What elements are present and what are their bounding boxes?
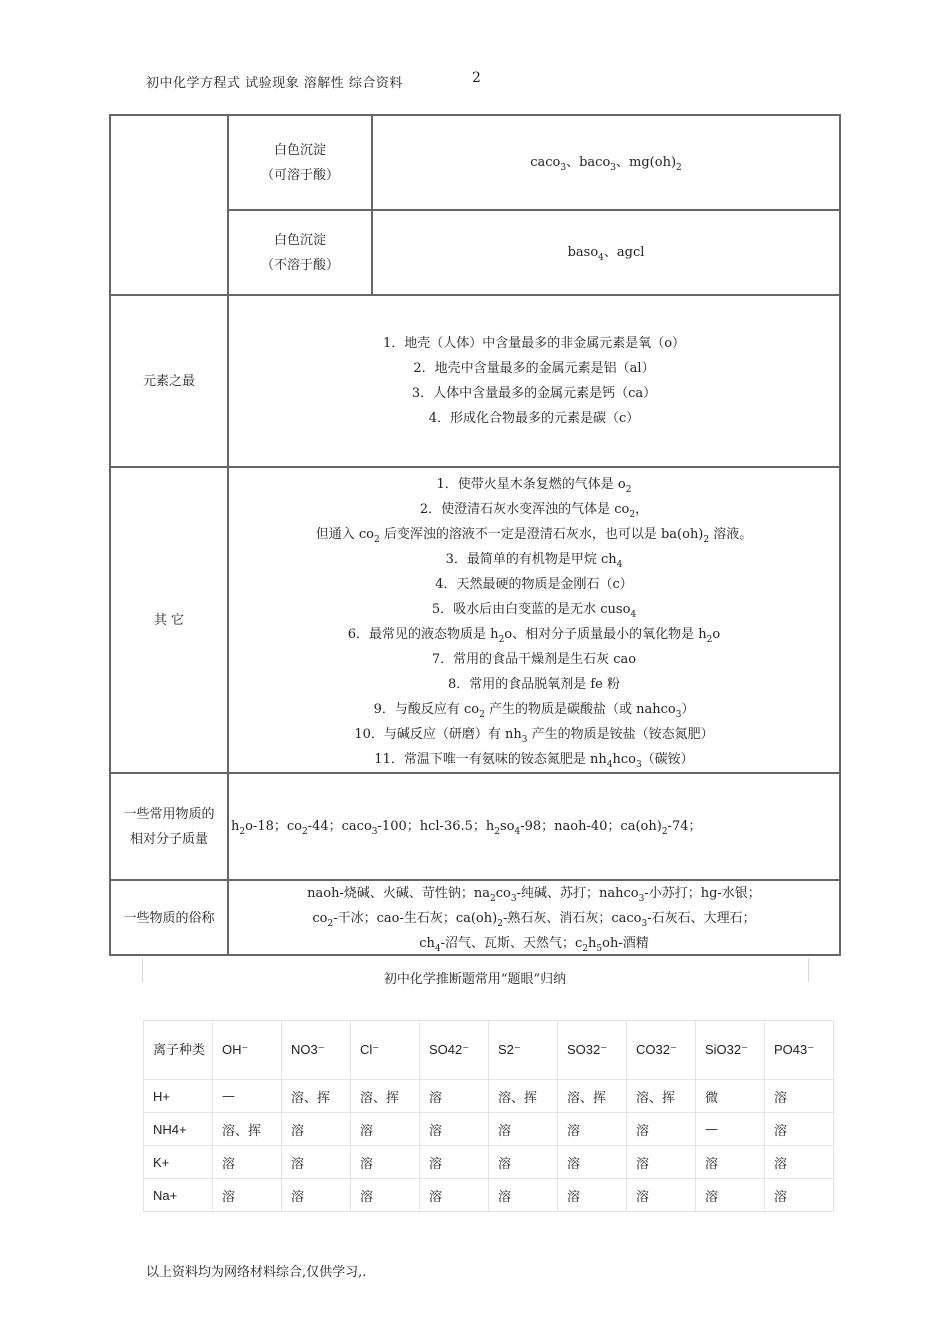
table-cell: 溶 <box>489 1146 558 1179</box>
header-cell: OH⁻ <box>213 1021 282 1080</box>
table-cell: 溶 <box>420 1113 489 1146</box>
table-cell: 溶、挥 <box>558 1080 627 1113</box>
table-cell: 溶 <box>765 1146 834 1179</box>
list-item: naoh-烧碱、火碱、苛性钠；$na_2co_3-$纯碱、苏打；nahco$_3$-小苏打；hg-水银； <box>307 886 761 904</box>
list-item: 1．使带火星木条复燃的气体是 $o_2$ <box>436 477 632 495</box>
table-cell: 溶 <box>765 1113 834 1146</box>
page-header: 初中化学方程式 试验现象 溶解性 综合资料 <box>146 76 403 91</box>
table-cell: 溶 <box>489 1179 558 1212</box>
table-row <box>144 1179 834 1212</box>
table-cell: 溶 <box>627 1179 696 1212</box>
elements-most-content <box>229 296 839 466</box>
header-cell: SO32⁻ <box>558 1021 627 1080</box>
table-cell: 溶、挥 <box>213 1113 282 1146</box>
table-cell: 溶 <box>420 1146 489 1179</box>
table-cell: 溶 <box>627 1113 696 1146</box>
table-cell: 溶 <box>765 1179 834 1212</box>
list-item: 5．吸水后由白变蓝的是无水 cuso$_4$ <box>431 602 637 620</box>
precipitate-label-acid-insoluble <box>229 211 371 294</box>
table-cell: 溶 <box>282 1146 351 1179</box>
label-line: 白色沉淀 <box>273 142 326 158</box>
footer-note: 以上资料均为网络材料综合,仅供学习,. <box>146 1265 367 1280</box>
header-cell: CO32⁻ <box>627 1021 696 1080</box>
table-cell: 溶 <box>696 1146 765 1179</box>
list-item: 3．人体中含量最多的金属元素是钙（ca） <box>411 386 657 401</box>
table-cell: 溶 <box>213 1179 282 1212</box>
page-number: 2 <box>472 70 481 86</box>
table-cell: 微 <box>696 1080 765 1113</box>
table-cell: 溶 <box>420 1080 489 1113</box>
precipitate-formula-acid-soluble <box>373 116 839 209</box>
table-cell: K+ <box>144 1146 213 1179</box>
list-item: 6．最常见的液态物质是 $h_2o$、相对分子质量最小的氧化物是 $h_2o$ <box>347 627 721 645</box>
label-line: 相对分子质量 <box>129 831 208 847</box>
table-cell: 溶 <box>558 1146 627 1179</box>
table-cell: 溶 <box>213 1146 282 1179</box>
list-item: 9．与酸反应有 $co_2$ 产生的物质是碳酸盐（或 nahco$_3$） <box>373 702 695 720</box>
formula-text: baso$_4$、agcl <box>567 245 645 263</box>
table-cell: 溶、挥 <box>627 1080 696 1113</box>
header-cell: SO42⁻ <box>420 1021 489 1080</box>
table-cell: NH4+ <box>144 1113 213 1146</box>
table-cell: 溶 <box>627 1146 696 1179</box>
header-cell: Cl⁻ <box>351 1021 420 1080</box>
list-item: 1．地壳（人体）中含量最多的非金属元素是氧（o） <box>382 336 686 351</box>
molar-mass-content <box>229 774 839 879</box>
table-cell: 溶 <box>558 1179 627 1212</box>
header-cell: PO43⁻ <box>765 1021 834 1080</box>
ion-solubility-table <box>143 1020 834 1212</box>
list-item: 10．与碱反应（研磨）有 $nh_3$ 产生的物质是铵盐（铵态氮肥） <box>354 727 714 745</box>
list-item: 4．天然最硬的物质是金刚石（c） <box>435 577 633 592</box>
section-subtitle: 初中化学推断题常用“题眼”归纳 <box>383 972 567 987</box>
list-item: 2．使澄清石灰水变浑浊的气体是 $co_2$， <box>419 502 649 520</box>
others-content <box>229 472 839 772</box>
table-cell: H+ <box>144 1080 213 1113</box>
list-item: $ch_4-$沼气、瓦斯、天然气；$c_2h_5oh-$酒精 <box>419 936 649 954</box>
label-text: 其 它 <box>153 612 185 628</box>
header-cell: 离子种类 <box>144 1021 213 1080</box>
others-label <box>111 468 227 772</box>
molar-mass-values: $h_2o-18$；$co_2-44$；caco$_3$-100；hcl-36.5；$h_2so_4-98$；naoh-40；$ca(oh)_2-74$； <box>231 819 702 837</box>
table-cell: 溶 <box>351 1146 420 1179</box>
table-header-row <box>144 1021 834 1080</box>
molar-mass-label <box>111 774 227 879</box>
table-row <box>144 1080 834 1113</box>
label-line: （可溶于酸） <box>260 167 339 183</box>
table-cell: 溶 <box>558 1113 627 1146</box>
label-text: 一些物质的俗称 <box>123 911 215 926</box>
table-cell: — <box>696 1113 765 1146</box>
table-cell: 溶 <box>420 1179 489 1212</box>
list-item: 2．地壳中含量最多的金属元素是铝（al） <box>413 361 655 376</box>
common-names-content <box>229 881 839 956</box>
table-cell: 溶 <box>282 1113 351 1146</box>
table-cell: 溶 <box>765 1080 834 1113</box>
label-line: （不溶于酸） <box>260 257 339 273</box>
table-cell: 溶 <box>351 1179 420 1212</box>
table-row <box>144 1146 834 1179</box>
list-item: 8．常用的食品脱氧剂是 fe 粉 <box>447 677 621 692</box>
precipitate-formula-acid-insoluble <box>373 211 839 294</box>
label-line: 白色沉淀 <box>273 232 326 248</box>
header-cell: SiO32⁻ <box>696 1021 765 1080</box>
formula-text: caco$_3$、baco$_3$、$mg(oh)_2$ <box>530 155 682 173</box>
table-cell: 溶、挥 <box>282 1080 351 1113</box>
table-cell: Na+ <box>144 1179 213 1212</box>
precipitate-label-acid-soluble <box>229 116 371 209</box>
label-line: 一些常用物质的 <box>123 806 215 822</box>
table-cell: 溶 <box>282 1179 351 1212</box>
table-cell: 溶 <box>489 1113 558 1146</box>
table-cell: 溶、挥 <box>351 1080 420 1113</box>
table-cell: 溶、挥 <box>489 1080 558 1113</box>
list-item: 4．形成化合物最多的元素是碳（c） <box>428 411 640 426</box>
common-names-label <box>111 881 227 956</box>
list-item: 7．常用的食品干燥剂是生石灰 cao <box>431 652 637 667</box>
list-item: 但通入 $co_2$ 后变浑浊的溶液不一定是澄清石灰水，也可以是 $ba(oh)_2$ 溶液。 <box>315 527 753 545</box>
summary-table <box>109 114 841 956</box>
table-cell: 溶 <box>696 1179 765 1212</box>
label-text: 元素之最 <box>142 373 195 389</box>
list-item: 11．常温下唯一有氨味的铵态氮肥是 $nh_4hco_3$（碳铵） <box>374 752 694 770</box>
table-cell: 溶 <box>351 1113 420 1146</box>
table-cell: — <box>213 1080 282 1113</box>
table-row <box>144 1113 834 1146</box>
list-item: $co_2-$干冰；cao-生石灰；$ca(oh)_2-$熟石灰、消石灰；caco$_3$-石灰石、大理石； <box>312 911 756 929</box>
elements-most-label <box>111 296 227 466</box>
list-item: 3．最简单的有机物是甲烷 $ch_4$ <box>445 552 623 570</box>
header-cell: S2⁻ <box>489 1021 558 1080</box>
header-cell: NO3⁻ <box>282 1021 351 1080</box>
